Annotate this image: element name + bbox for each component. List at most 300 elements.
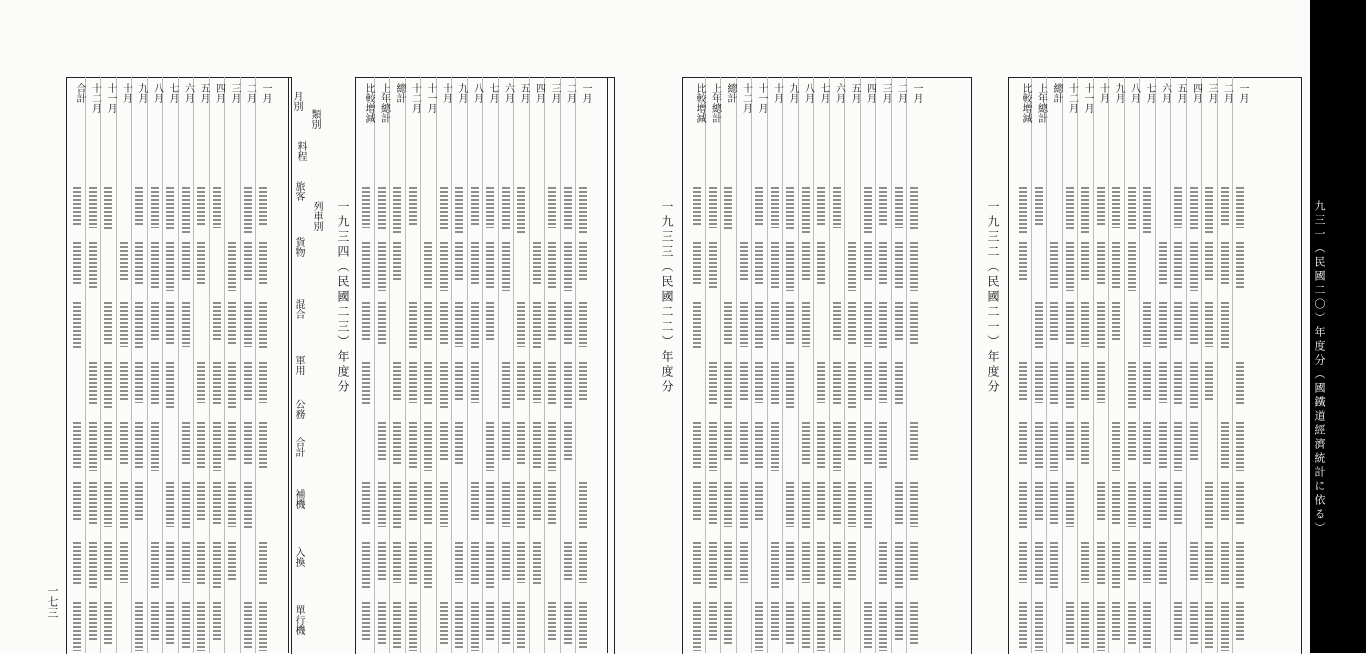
row-total-label: 總計 — [1051, 83, 1062, 103]
table-cell — [151, 187, 159, 228]
passenger-label: 旅客 — [293, 181, 304, 201]
table-cell — [502, 187, 510, 231]
table-cell — [1097, 242, 1105, 285]
table-cell — [1081, 542, 1089, 583]
table-cell — [378, 542, 386, 580]
table-cell — [228, 362, 236, 409]
table-cell — [755, 242, 763, 285]
table-1932 — [682, 77, 972, 653]
table-cell — [120, 362, 128, 400]
table-cell — [579, 542, 587, 583]
table-cell — [135, 482, 143, 521]
row-total-label: 上年總計 — [378, 83, 390, 123]
table-cell — [1143, 422, 1151, 465]
month-label: 八月 — [802, 83, 814, 103]
table-cell — [502, 422, 510, 462]
table-cell — [378, 187, 386, 231]
table-cell — [1035, 482, 1043, 521]
table-cell — [244, 482, 252, 530]
table-cell — [1112, 187, 1120, 228]
table-cell — [244, 422, 252, 465]
table-cell — [213, 302, 221, 341]
table-cell — [244, 362, 252, 400]
month-label: 十一月 — [425, 83, 436, 113]
table-cell — [486, 542, 494, 589]
month-label: 七月 — [167, 83, 178, 103]
table-cell — [228, 422, 236, 462]
table-cell — [89, 187, 97, 228]
month-label: 六月 — [502, 83, 514, 103]
table-cell — [879, 422, 887, 468]
table-cell — [879, 187, 887, 225]
table-1931 — [1008, 77, 1304, 653]
table-cell — [724, 362, 732, 409]
car-label: 列車別 — [311, 201, 322, 231]
table-cell — [910, 602, 918, 645]
table-cell — [1066, 302, 1074, 344]
month-label: 五月 — [198, 83, 209, 103]
table-cell — [440, 187, 448, 231]
table-cell — [1128, 482, 1136, 527]
table-cell — [533, 482, 541, 521]
table-cell — [1035, 187, 1043, 225]
table-cell — [693, 482, 701, 521]
table-cell — [213, 482, 221, 524]
table-cell — [548, 187, 556, 228]
table-cell — [755, 362, 763, 403]
table-cell — [709, 242, 717, 288]
table-cell — [166, 242, 174, 291]
table-cell — [362, 187, 370, 228]
table-cell — [486, 242, 494, 288]
table-1933 — [355, 77, 615, 653]
table-cell — [1143, 362, 1151, 400]
table-cell — [1128, 422, 1136, 462]
row-total-label: 比較增減 — [1020, 83, 1031, 123]
table-cell — [151, 422, 159, 471]
table-cell — [910, 302, 918, 344]
table-cell — [755, 302, 763, 350]
table-cell — [724, 482, 732, 527]
table-cell — [833, 422, 841, 471]
table-cell — [848, 422, 856, 462]
table-cell — [378, 302, 386, 344]
table-cell — [213, 602, 221, 642]
table-cell — [228, 302, 236, 344]
table-cell — [1174, 482, 1182, 524]
table-cell — [1019, 187, 1027, 234]
table-cell — [197, 362, 205, 403]
month-label: 三月 — [1206, 83, 1217, 103]
month-label: 一月 — [911, 83, 922, 103]
table-cell — [895, 242, 903, 288]
table-cell — [393, 542, 401, 583]
month-label: 十二月 — [740, 83, 752, 113]
table-cell — [182, 302, 190, 347]
table-cell — [864, 302, 872, 347]
table-cell — [771, 602, 779, 642]
table-cell — [213, 362, 221, 406]
table-cell — [197, 242, 205, 285]
month-columns — [359, 77, 592, 653]
month-label: 八月 — [151, 83, 163, 103]
month-label: 九月 — [456, 83, 467, 103]
light-engine-label: 單行機 — [293, 605, 304, 635]
table-caption: 一九三二（民國二一）年度分 — [986, 200, 1000, 395]
table-cell — [73, 242, 81, 285]
table-cell — [864, 362, 872, 400]
military-label: 軍用 — [293, 355, 304, 375]
table-cell — [1050, 362, 1058, 406]
month-columns — [70, 77, 272, 653]
month-label: 四月 — [1190, 83, 1202, 103]
table-cell — [693, 242, 701, 285]
table-cell — [166, 602, 174, 645]
table-cell — [455, 602, 463, 648]
table-cell — [786, 542, 794, 580]
month-label: 十二月 — [1066, 83, 1078, 113]
table-cell — [802, 602, 810, 648]
table-cell — [1097, 542, 1105, 586]
table-cell — [724, 422, 732, 462]
month-label: 八月 — [1128, 83, 1140, 103]
table-cell — [1190, 242, 1198, 291]
month-label: 六月 — [833, 83, 845, 103]
table-cell — [1159, 482, 1167, 521]
table-cell — [135, 422, 143, 468]
table-cell — [104, 602, 112, 645]
table-cell — [1236, 242, 1244, 288]
table-cell — [486, 302, 494, 341]
table-cell — [1081, 242, 1089, 282]
table-cell — [89, 482, 97, 524]
table-cell — [166, 542, 174, 580]
table-cell — [771, 242, 779, 288]
table-cell — [471, 362, 479, 403]
table-cell — [1221, 542, 1229, 586]
row-total-label: 總計 — [725, 83, 736, 103]
table-cell — [409, 482, 417, 521]
table-cell — [1081, 302, 1089, 347]
table-cell — [1205, 482, 1213, 530]
table-cell — [564, 187, 572, 231]
table-cell — [833, 542, 841, 589]
table-cell — [802, 542, 810, 583]
table-cell — [1066, 187, 1074, 231]
month-label: 九月 — [1113, 83, 1124, 103]
table-cell — [471, 187, 479, 225]
table-cell — [440, 602, 448, 645]
table-cell — [1019, 242, 1027, 282]
table-cell — [135, 187, 143, 225]
table-cell — [817, 242, 825, 285]
table-cell — [817, 187, 825, 225]
month-label: 四月 — [864, 83, 876, 103]
table-cell — [802, 422, 810, 465]
table-cell — [471, 602, 479, 651]
table-cell — [1205, 602, 1213, 648]
table-cell — [771, 362, 779, 406]
table-cell — [502, 362, 510, 409]
table-cell — [579, 302, 587, 347]
table-cell — [579, 362, 587, 400]
table-cell — [864, 422, 872, 465]
table-cell — [817, 602, 825, 651]
table-cell — [1112, 542, 1120, 589]
table-cell — [228, 242, 236, 291]
table-cell — [533, 422, 541, 468]
table-cell — [228, 542, 236, 580]
month-columns — [690, 77, 923, 653]
table-cell — [755, 482, 763, 521]
table-cell — [709, 422, 717, 471]
table-cell — [533, 242, 541, 285]
table-cell — [1205, 242, 1213, 282]
table-cell — [440, 242, 448, 291]
table-header — [288, 77, 327, 653]
mixed-label: 混合 — [293, 299, 304, 319]
table-cell — [895, 302, 903, 341]
month-label: 十二月 — [409, 83, 421, 113]
total-label: 合計 — [293, 437, 304, 457]
month-label: 九月 — [136, 83, 147, 103]
month-columns — [1016, 77, 1249, 653]
table-cell — [362, 362, 370, 406]
row-total-label: 比較增減 — [363, 83, 374, 123]
table-cell — [771, 187, 779, 228]
table-cell — [471, 302, 479, 350]
table-cell — [1236, 422, 1244, 471]
table-cell — [848, 542, 856, 580]
table-cell — [1205, 302, 1213, 347]
table-cell — [362, 602, 370, 642]
table-cell — [1050, 422, 1058, 471]
month-label: 三月 — [880, 83, 891, 103]
table-cell — [533, 542, 541, 586]
table-cell — [579, 482, 587, 530]
table-cell — [848, 242, 856, 291]
table-cell — [104, 362, 112, 409]
table-caption: 一九三三（民國二二）年度分 — [660, 200, 674, 395]
table-cell — [1097, 482, 1105, 521]
table-cell — [1236, 482, 1244, 524]
table-cell — [1143, 482, 1151, 530]
month-label: 一月 — [260, 83, 271, 103]
table-cell — [424, 362, 432, 406]
row-total-label: 合計 — [74, 83, 85, 103]
table-cell — [895, 482, 903, 524]
table-cell — [786, 362, 794, 409]
table-cell — [709, 602, 717, 642]
table-cell — [440, 482, 448, 527]
month-label: 十一月 — [1082, 83, 1093, 113]
table-cell — [879, 602, 887, 651]
table-cell — [73, 542, 81, 586]
table-cell — [424, 242, 432, 288]
table-cell — [833, 187, 841, 228]
table-cell — [1035, 422, 1043, 468]
table-cell — [197, 187, 205, 225]
table-cell — [73, 422, 81, 468]
table-cell — [259, 242, 267, 285]
table-cell — [104, 482, 112, 527]
month-label: 五月 — [849, 83, 860, 103]
table-cell — [104, 542, 112, 580]
switch-label: 入換 — [293, 547, 304, 567]
table-cell — [740, 542, 748, 583]
table-cell — [1221, 602, 1229, 651]
table-cell — [1112, 302, 1120, 341]
table-cell — [182, 482, 190, 530]
table-cell — [244, 302, 252, 347]
table-cell — [755, 602, 763, 651]
table-cell — [740, 242, 748, 282]
table-cell — [1221, 422, 1229, 468]
table-cell — [455, 302, 463, 347]
table-cell — [455, 362, 463, 400]
table-cell — [848, 302, 856, 344]
table-cell — [393, 187, 401, 234]
table-cell — [1097, 362, 1105, 403]
table-cell — [135, 242, 143, 285]
table-cell — [724, 302, 732, 344]
table-cell — [895, 542, 903, 589]
table-cell — [393, 422, 401, 465]
table-cell — [362, 482, 370, 524]
table-cell — [1190, 422, 1198, 462]
table-cell — [1112, 422, 1120, 471]
table-cell — [864, 187, 872, 234]
table-cell — [471, 242, 479, 285]
table-cell — [1174, 362, 1182, 406]
table-cell — [197, 482, 205, 521]
table-cell — [424, 302, 432, 341]
table-cell — [393, 602, 401, 648]
month-label: 七月 — [818, 83, 829, 103]
table-cell — [1159, 302, 1167, 350]
table-cell — [1050, 482, 1058, 524]
table-cell — [378, 422, 386, 462]
table-cell — [197, 542, 205, 586]
table-caption: 九三一（民國二〇）年度分（國鐵道經濟統計に依る） — [1313, 200, 1326, 536]
table-cell — [151, 362, 159, 406]
month-label: 十月 — [771, 83, 783, 103]
table-cell — [1066, 602, 1074, 645]
table-cell — [182, 542, 190, 583]
table-cell — [362, 302, 370, 341]
table-cell — [393, 482, 401, 530]
table-cell — [362, 242, 370, 288]
table-cell — [502, 482, 510, 527]
table-cell — [502, 602, 510, 645]
table-cell — [1019, 362, 1027, 400]
official-label: 公務 — [293, 399, 304, 419]
month-label: 七月 — [1144, 83, 1155, 103]
table-cell — [1190, 542, 1198, 580]
table-cell — [1019, 482, 1027, 530]
table-cell — [724, 187, 732, 231]
table-cell — [693, 302, 701, 350]
table-cell — [848, 362, 856, 409]
table-cell — [564, 422, 572, 462]
table-cell — [1019, 422, 1027, 465]
table-cell — [786, 187, 794, 231]
table-cell — [579, 242, 587, 282]
table-cell — [471, 542, 479, 586]
table-cell — [440, 422, 448, 462]
table-cell — [471, 482, 479, 521]
month-label: 七月 — [487, 83, 498, 103]
table-cell — [486, 422, 494, 471]
table-cell — [120, 302, 128, 347]
table-cell — [1159, 242, 1167, 285]
table-cell — [1050, 242, 1058, 288]
month-label: 二月 — [895, 83, 907, 103]
table-cell — [548, 302, 556, 341]
table-cell — [213, 422, 221, 471]
table-cell — [120, 422, 128, 465]
table-cell — [517, 482, 525, 530]
table-cell — [771, 422, 779, 471]
table-cell — [786, 242, 794, 291]
table-cell — [786, 602, 794, 645]
table-cell — [1221, 242, 1229, 285]
type-label: 料程 — [295, 141, 306, 161]
table-cell — [120, 242, 128, 282]
table-1934 — [66, 77, 322, 653]
table-cell — [120, 482, 128, 530]
table-cell — [1019, 542, 1027, 583]
month-label: 十月 — [120, 83, 132, 103]
table-cell — [244, 242, 252, 282]
table-cell — [802, 482, 810, 530]
month-label: 六月 — [182, 83, 194, 103]
table-cell — [1066, 242, 1074, 291]
table-cell — [833, 362, 841, 406]
table-cell — [151, 602, 159, 642]
table-cell — [1112, 602, 1120, 642]
table-cell — [1221, 302, 1229, 350]
class-label: 類別 — [309, 109, 320, 129]
table-cell — [259, 602, 267, 651]
table-cell — [771, 542, 779, 589]
table-cell — [1143, 542, 1151, 583]
table-cell — [1174, 187, 1182, 228]
table-cell — [73, 602, 81, 651]
table-cell — [709, 542, 717, 589]
table-cell — [409, 362, 417, 403]
row-label: 月別 — [291, 91, 302, 111]
table-cell — [724, 602, 732, 645]
table-cell — [182, 602, 190, 648]
table-cell — [848, 482, 856, 527]
row-total-label: 上年總計 — [1035, 83, 1047, 123]
table-cell — [1143, 602, 1151, 648]
table-cell — [1236, 362, 1244, 406]
table-cell — [709, 482, 717, 524]
table-cell — [755, 187, 763, 225]
table-cell — [213, 187, 221, 228]
table-cell — [1035, 362, 1043, 403]
table-cell — [910, 482, 918, 527]
table-cell — [89, 362, 97, 406]
month-label: 二月 — [1221, 83, 1233, 103]
table-cell — [1159, 362, 1167, 403]
table-cell — [548, 242, 556, 288]
table-caption: 一九三四（民國二三）年度分 — [336, 200, 350, 395]
month-label: 二月 — [564, 83, 576, 103]
table-cell — [1112, 482, 1120, 524]
